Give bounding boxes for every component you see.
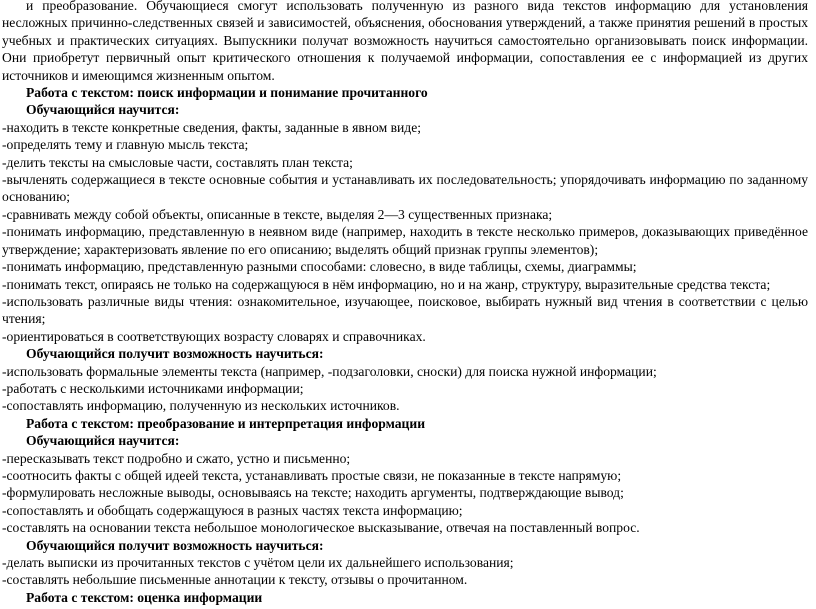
section-title: Работа с текстом: поиск информации и понимание прочитанного: [26, 85, 428, 101]
list-item: -понимать информацию, представленную в неявном виде (например, находить в тексте несколько примеров, доказывающих приведённое утверждение; характеризовать явление по его описанию; выделять общий признак группы элементов);: [2, 224, 808, 257]
list-item: -формулировать несложные выводы, основываясь на тексте; находить аргументы, подтверждающие вывод;: [2, 485, 624, 501]
learn-heading: Обучающийся научится:: [26, 102, 180, 118]
list-item: -делить тексты на смысловые части, составлять план текста;: [2, 154, 353, 170]
list-item: -составлять на основании текста небольшое монологическое высказывание, отвечая на поставленный вопрос.: [2, 520, 640, 536]
list-item: -делать выписки из прочитанных текстов с учётом цели их дальнейшего использования;: [2, 555, 514, 570]
section-title: Работа с текстом: преобразование и интерпретация информации: [26, 415, 426, 431]
list-item: -использовать различные виды чтения: ознакомительное, изучающее, поисковое, выбирать нужный вид чтения в соответствии с целью чтения;: [2, 293, 808, 327]
list-item: -соотносить факты с общей идеей текста, устанавливать простые связи, не показанные в тексте напрямую;: [2, 467, 622, 483]
list-item: -сопоставлять и обобщать содержащуюся в разных частях текста информацию;: [2, 502, 463, 518]
list-item: -находить в тексте конкретные сведения, факты, заданные в явном виде;: [2, 119, 422, 135]
list-item: -определять тему и главную мысль текста;: [2, 137, 249, 153]
section-title: Работа с текстом: оценка информации: [26, 589, 263, 605]
list-item: -составлять небольшие письменные аннотации к тексту, отзывы о прочитанном.: [2, 572, 468, 588]
list-item: -работать с несколькими источниками информации;: [2, 380, 304, 396]
intro-paragraph: и преобразование. Обучающиеся смогут использовать полученную из разного вида текстов информацию для установления несложных причинно-следственных связей и зависимостей, объяснения, обоснования утверждений, а также принятия решений в простых учебных и практических ситуациях. Выпускники получат возможность научиться самостоятельно организовывать поиск информации. Они приобретут первичный опыт критического отношения к получаемой информации, сопоставления ее с информацией из других источников и имеющимся жизненным опытом.: [2, 0, 808, 83]
list-item: -сравнивать между собой объекты, описанные в тексте, выделяя 2—3 существенных признака;: [2, 206, 553, 222]
list-item: -сопоставлять информацию, полученную из нескольких источников.: [2, 398, 400, 414]
list-item: -вычленять содержащиеся в тексте основные события и устанавливать их последовательность; упорядочивать информацию по заданному основанию;: [2, 172, 808, 205]
list-item: -использовать формальные элементы текста (например, -подзаголовки, сноски) для поиска нужной информации;: [2, 363, 657, 379]
list-item: -понимать информацию, представленную разными способами: словесно, в виде таблицы, схемы, диаграммы;: [2, 259, 637, 275]
learn-heading: Обучающийся научится:: [26, 433, 180, 449]
list-item: -понимать текст, опираясь не только на содержащуюся в нём информацию, но и на жанр, структуру, выразительные средства текста;: [2, 276, 771, 292]
opportunity-heading: Обучающийся получит возможность научиться:: [26, 537, 324, 553]
list-item: -пересказывать текст подробно и сжато, устно и письменно;: [2, 450, 351, 466]
opportunity-heading: Обучающийся получит возможность научиться:: [26, 346, 324, 362]
list-item: -ориентироваться в соответствующих возрасту словарях и справочниках.: [2, 328, 426, 344]
